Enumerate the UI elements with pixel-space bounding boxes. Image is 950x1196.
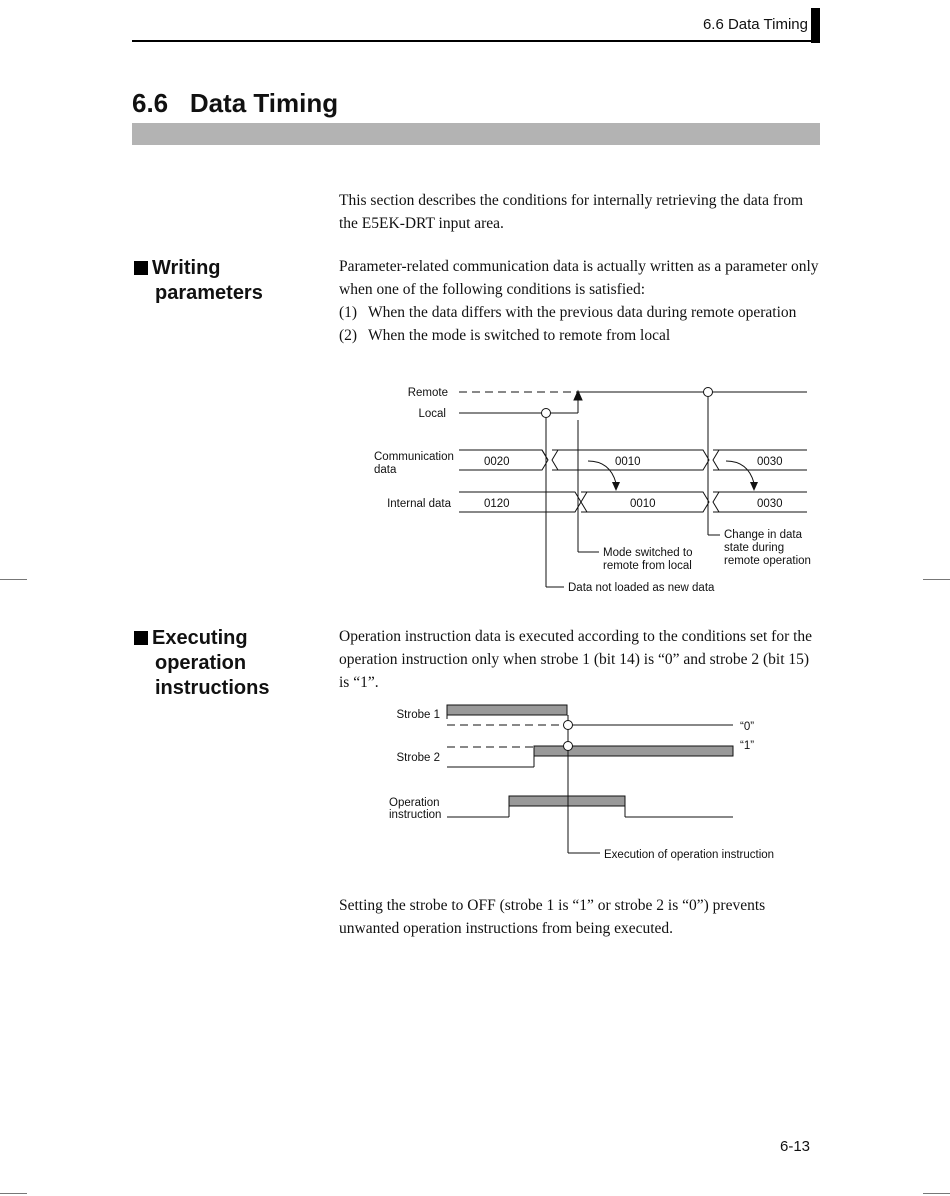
label-communication-data: data <box>374 464 397 476</box>
writing-parameters-heading <box>134 256 314 306</box>
square-bullet-icon <box>134 261 148 275</box>
page-number: 6-13 <box>780 1138 811 1155</box>
label-remote: Remote <box>407 387 448 399</box>
note-change: state during <box>724 542 785 554</box>
list-number: (2) <box>339 327 358 344</box>
section-title: 6.6 Data Timing <box>132 88 339 118</box>
list-number: (1) <box>339 304 358 321</box>
running-header: 6.6 Data Timing <box>702 16 808 33</box>
internal-value: 0010 <box>630 498 656 510</box>
crop-mark <box>923 579 950 580</box>
level-1-label: “1” <box>740 740 755 752</box>
comm-value: 0020 <box>484 456 510 468</box>
crop-mark <box>0 1193 27 1194</box>
internal-value: 0120 <box>484 498 510 510</box>
heading-line: instructions <box>155 677 270 699</box>
list-text: When the data differs with the previous data during remote operation <box>368 304 797 321</box>
heading-line: operation <box>155 652 247 674</box>
square-bullet-icon <box>134 631 148 645</box>
header-tab-marker <box>811 8 820 43</box>
label-local: Local <box>418 408 446 420</box>
note-execution: Execution of operation instruction <box>604 849 775 861</box>
heading-line: parameters <box>155 282 263 304</box>
title-band <box>132 123 820 145</box>
header-rule <box>132 40 820 42</box>
crop-mark <box>0 579 27 580</box>
note-mode-switched: remote from local <box>603 560 692 572</box>
executing-instructions-heading <box>134 626 314 701</box>
label-communication: Communication <box>374 451 454 463</box>
intro-paragraph: This section describes the conditions for internally retrieving the data from the E5EK-DRT input area. <box>339 192 804 232</box>
level-0-label: “0” <box>740 721 755 733</box>
label-strobe-2: Strobe 2 <box>396 752 440 764</box>
list-item <box>339 324 819 347</box>
closing-paragraph: Setting the strobe to OFF (strobe 1 is “1” or strobe 2 is “0”) prevents unwanted operation instructions from being executed. <box>339 897 766 937</box>
label-operation: Operation <box>389 797 440 809</box>
comm-value: 0030 <box>757 456 783 468</box>
write-timing-diagram <box>360 378 820 603</box>
comm-value: 0010 <box>615 456 641 468</box>
label-strobe-1: Strobe 1 <box>396 709 440 721</box>
strobe-timing-diagram <box>380 698 800 868</box>
crop-mark <box>923 1193 950 1194</box>
writing-parameters-body <box>339 255 819 347</box>
note-change: Change in data <box>724 529 803 541</box>
internal-value: 0030 <box>757 498 783 510</box>
label-internal-data: Internal data <box>387 498 451 510</box>
note-change: remote operation <box>724 555 811 567</box>
note-not-loaded: Data not loaded as new data <box>568 582 715 594</box>
writing-paragraph: Parameter-related communication data is actually written as a parameter only when one of the following conditions is satisfied: <box>339 258 819 298</box>
heading-line: Writing <box>152 257 221 279</box>
label-instruction: instruction <box>389 809 442 821</box>
list-item <box>339 301 819 324</box>
executing-paragraph: Operation instruction data is executed according to the conditions set for the operation instruction only when strobe 1 (bit 14) is “0” and strobe 2 (bit 15) is “1”. <box>339 628 813 691</box>
heading-line: Executing <box>152 627 248 649</box>
list-text: When the mode is switched to remote from local <box>368 327 671 344</box>
note-mode-switched: Mode switched to <box>603 547 693 559</box>
